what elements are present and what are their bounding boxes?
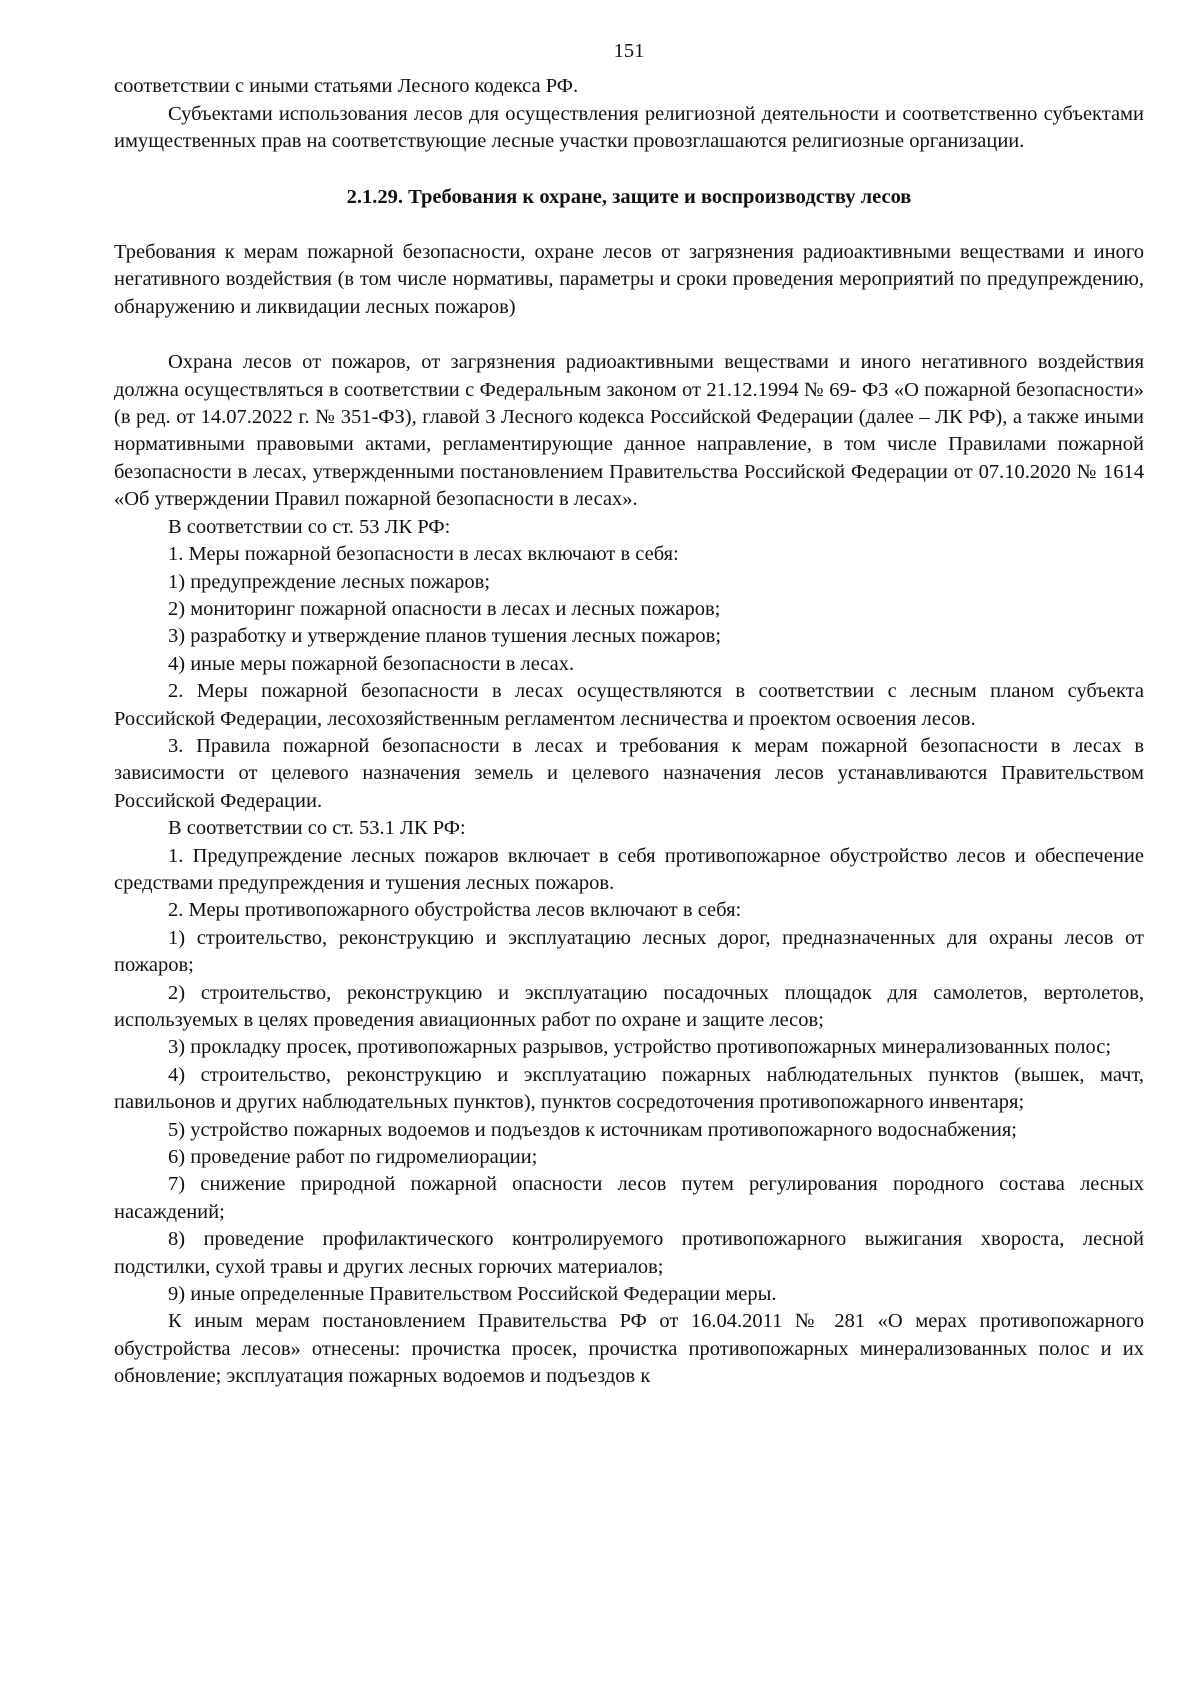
page-number: 151 (613, 40, 645, 62)
body-paragraph: В соответствии со ст. 53.1 ЛК РФ: (168, 817, 466, 840)
body-paragraph: 1. Предупреждение лесных пожаров включает в себя противопожарное обустройство лесов и обеспечение средствами предупреждения и тушения лесных пожаров. (114, 844, 1144, 894)
requirements-block: Требования к мерам пожарной безопасности, охране лесов от загрязнения радиоактивными веществами и иного негативного воздействия (в том числе нормативы, параметры и сроки проведения мероприятий по предупреждению, обнаружению и ликвидации лесных пожаров) (114, 241, 1144, 318)
body-paragraph: 8) проведение профилактического контролируемого противопожарного выжигания хвороста, лесной подстилки, сухой травы и других лесных горючих материалов; (114, 1228, 1144, 1278)
document-page (114, 38, 1144, 1391)
body-paragraph: 2. Меры противопожарного обустройства лесов включают в себя: (168, 899, 742, 922)
body-paragraph: 2. Меры пожарной безопасности в лесах осуществляются в соответствии с лесным планом субъекта Российской Федерации, лесохозяйственным регламентом лесничества и проектом освоения лесов. (114, 680, 1144, 730)
body-paragraph: 3) разработку и утверждение планов тушения лесных пожаров; (168, 625, 722, 648)
intro-paragraph-2: Субъектами использования лесов для осуществления религиозной деятельности и соответственно субъектами имущественных прав на соответствующие лесные участки провозглашаются религиозные организации. (114, 102, 1144, 153)
body-paragraph: 2) мониторинг пожарной опасности в лесах и лесных пожаров; (168, 597, 721, 620)
body-paragraph: 4) строительство, реконструкцию и эксплуатацию пожарных наблюдательных пунктов (вышек, мачт, павильонов и других наблюдательных пунктов), пунктов сосредоточения противопожарного инвентаря; (114, 1063, 1144, 1114)
body-paragraph: 1. Меры пожарной безопасности в лесах включают в себя: (168, 543, 679, 566)
body-paragraph: 2) строительство, реконструкцию и эксплуатацию посадочных площадок для самолетов, вертолетов, используемых в целях проведения авиационных работ по охране и защите лесов; (114, 981, 1144, 1031)
body-paragraph: Охрана лесов от пожаров, от загрязнения радиоактивными веществами и иного негативного воздействия должна осуществляться в соответствии с Федеральным законом от 21.12.1994 № 69- ФЗ «О пожарной безопасности» (в ред. от 14.07.2022 г. № 351-ФЗ), главой 3 Лесного кодекса Российской Федерации (далее – ЛК РФ), а также иными нормативными правовыми актами, регламентирующие данное направление, в том числе Правилами пожарной безопасности в лесах, утвержденными постановлением Правительства Российской Федерации от 07.10.2020 № 1614 «Об утверждении Правил пожарной безопасности в лесах». (114, 351, 1144, 511)
intro-line-1: соответствии с иными статьями Лесного кодекса РФ. (114, 75, 579, 98)
body-paragraph: 5) устройство пожарных водоемов и подъездов к источникам противопожарного водоснабжения; (168, 1118, 1017, 1141)
body-paragraph: 9) иные определенные Правительством Российской Федерации меры. (168, 1283, 777, 1306)
section-heading: 2.1.29. Требования к охране, защите и воспроизводству лесов (346, 185, 912, 208)
body-paragraph: 1) предупреждение лесных пожаров; (168, 570, 491, 593)
body-paragraph: 1) строительство, реконструкцию и эксплуатацию лесных дорог, предназначенных для охраны лесов от пожаров; (114, 926, 1144, 977)
body-paragraph: К иным мерам постановлением Правительства РФ от 16.04.2011 № 281 «О мерах противопожарного обустройства лесов» отнесены: прочистка просек, прочистка противопожарных минерализованных полос и их обновление; эксплуатация пожарных водоемов и подъездов к (114, 1310, 1144, 1388)
body-paragraph: В соответствии со ст. 53 ЛК РФ: (168, 515, 451, 538)
body-paragraph: 3. Правила пожарной безопасности в лесах и требования к мерам пожарной безопасности в лесах в зависимости от целевого назначения земель и целевого назначения лесов устанавливаются Правительством Российской Федерации. (114, 734, 1144, 812)
body-paragraph: 7) снижение природной пожарной опасности лесов путем регулирования породного состава лесных насаждений; (114, 1173, 1144, 1223)
body-paragraphs (114, 349, 1144, 1390)
body-paragraph: 4) иные меры пожарной безопасности в лесах. (168, 652, 575, 675)
body-paragraph: 3) прокладку просек, противопожарных разрывов, устройство противопожарных минерализованных полос; (168, 1036, 1112, 1059)
body-paragraph: 6) проведение работ по гидромелиорации; (168, 1146, 538, 1169)
